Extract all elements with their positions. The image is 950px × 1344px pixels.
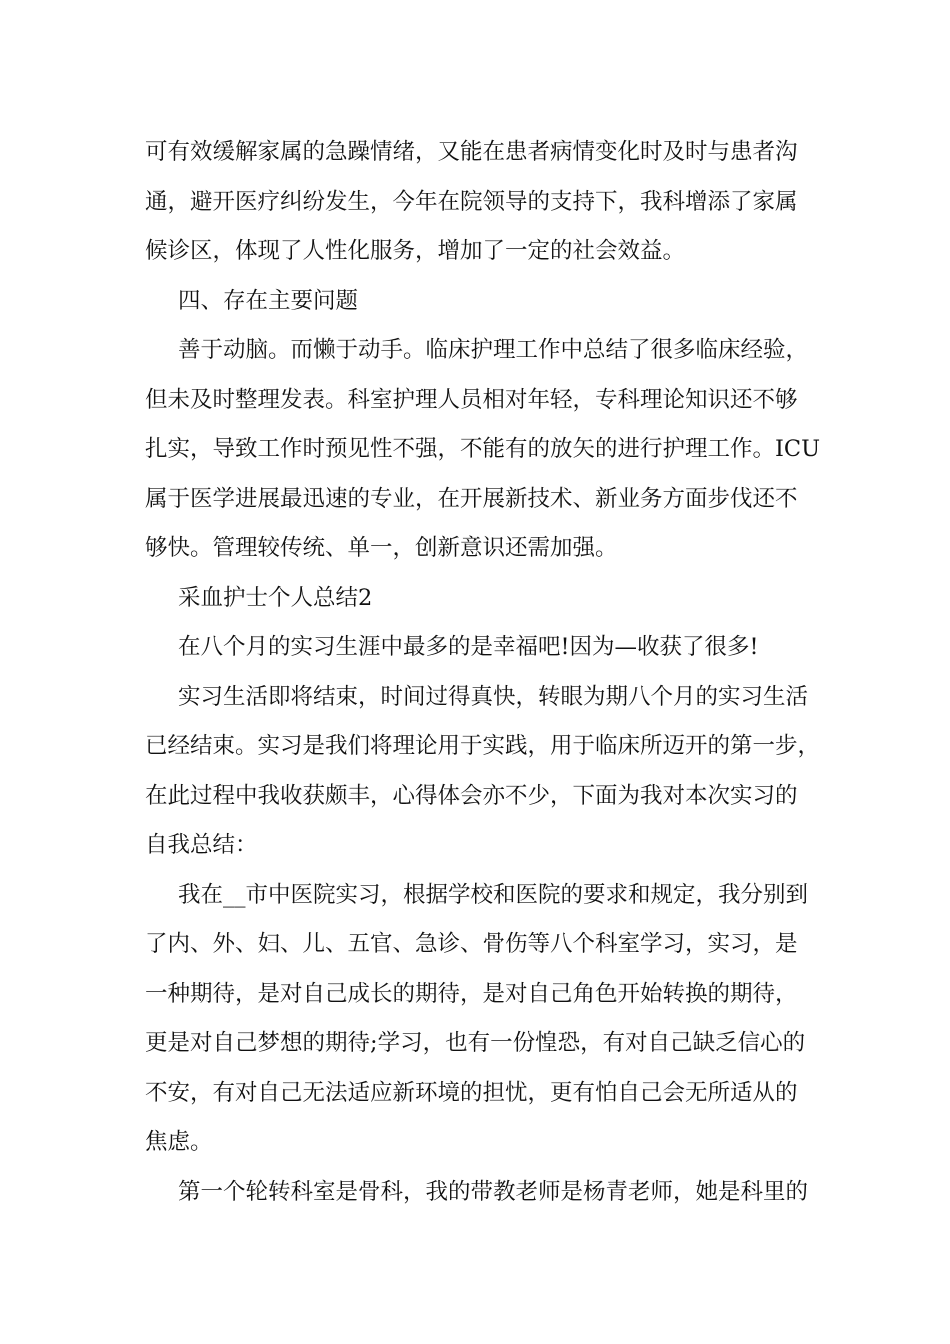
text-line: 焦虑。 — [145, 1129, 213, 1155]
text-line: 更是对自己梦想的期待;学习，也有一份惶恐，有对自己缺乏信心的 — [145, 1030, 806, 1056]
text-line: 一种期待，是对自己成长的期待，是对自己角色开始转换的期待， — [145, 980, 798, 1007]
section-title: 采血护士个人总结2 — [178, 584, 373, 611]
text-line: 了内、外、妇、儿、五官、急诊、骨伤等八个科室学习，实习，是 — [145, 931, 798, 957]
section-heading: 四、存在主要问题 — [178, 287, 359, 314]
text-line: 够快。管理较传统、单一，创新意识还需加强。 — [145, 535, 618, 561]
text-line: 但未及时整理发表。科室护理人员相对年轻，专科理论知识还不够 — [145, 386, 798, 413]
text-line: 在八个月的实习生涯中最多的是幸福吧!因为—收获了很多! — [178, 634, 759, 660]
text-line: 实习生活即将结束，时间过得真快，转眼为期八个月的实习生活 — [178, 683, 809, 710]
text-line: 第一个轮转科室是骨科，我的带教老师是杨青老师，她是科里的 — [178, 1178, 809, 1205]
text-line: 可有效缓解家属的急躁情绪，又能在患者病情变化时及时与患者沟 — [145, 139, 798, 165]
text-line: 扎实，导致工作时预见性不强，不能有的放矢的进行护理工作。ICU — [145, 436, 821, 462]
text-line: 通，避开医疗纠纷发生，今年在院领导的支持下，我科增添了家属 — [145, 188, 798, 215]
text-line: 已经结束。实习是我们将理论用于实践，用于临床所迈开的第一步， — [145, 733, 821, 759]
text-line: 不安，有对自己无法适应新环境的担忧，更有怕自己会无所适从的 — [145, 1079, 798, 1106]
text-line: 候诊区，体现了人性化服务，增加了一定的社会效益。 — [145, 238, 686, 264]
text-line: 属于医学进展最迅速的专业，在开展新技术、新业务方面步伐还不 — [145, 485, 798, 512]
text-line: 在此过程中我收获颇丰，心得体会亦不少，下面为我对本次实习的 — [145, 782, 798, 809]
text-line: 自我总结： — [145, 832, 258, 858]
text-line: 善于动脑。而懒于动手。临床护理工作中总结了很多临床经验， — [178, 337, 809, 363]
document-body — [145, 128, 825, 1217]
text-line: 我在__市中医院实习，根据学校和医院的要求和规定，我分别到 — [178, 881, 809, 908]
